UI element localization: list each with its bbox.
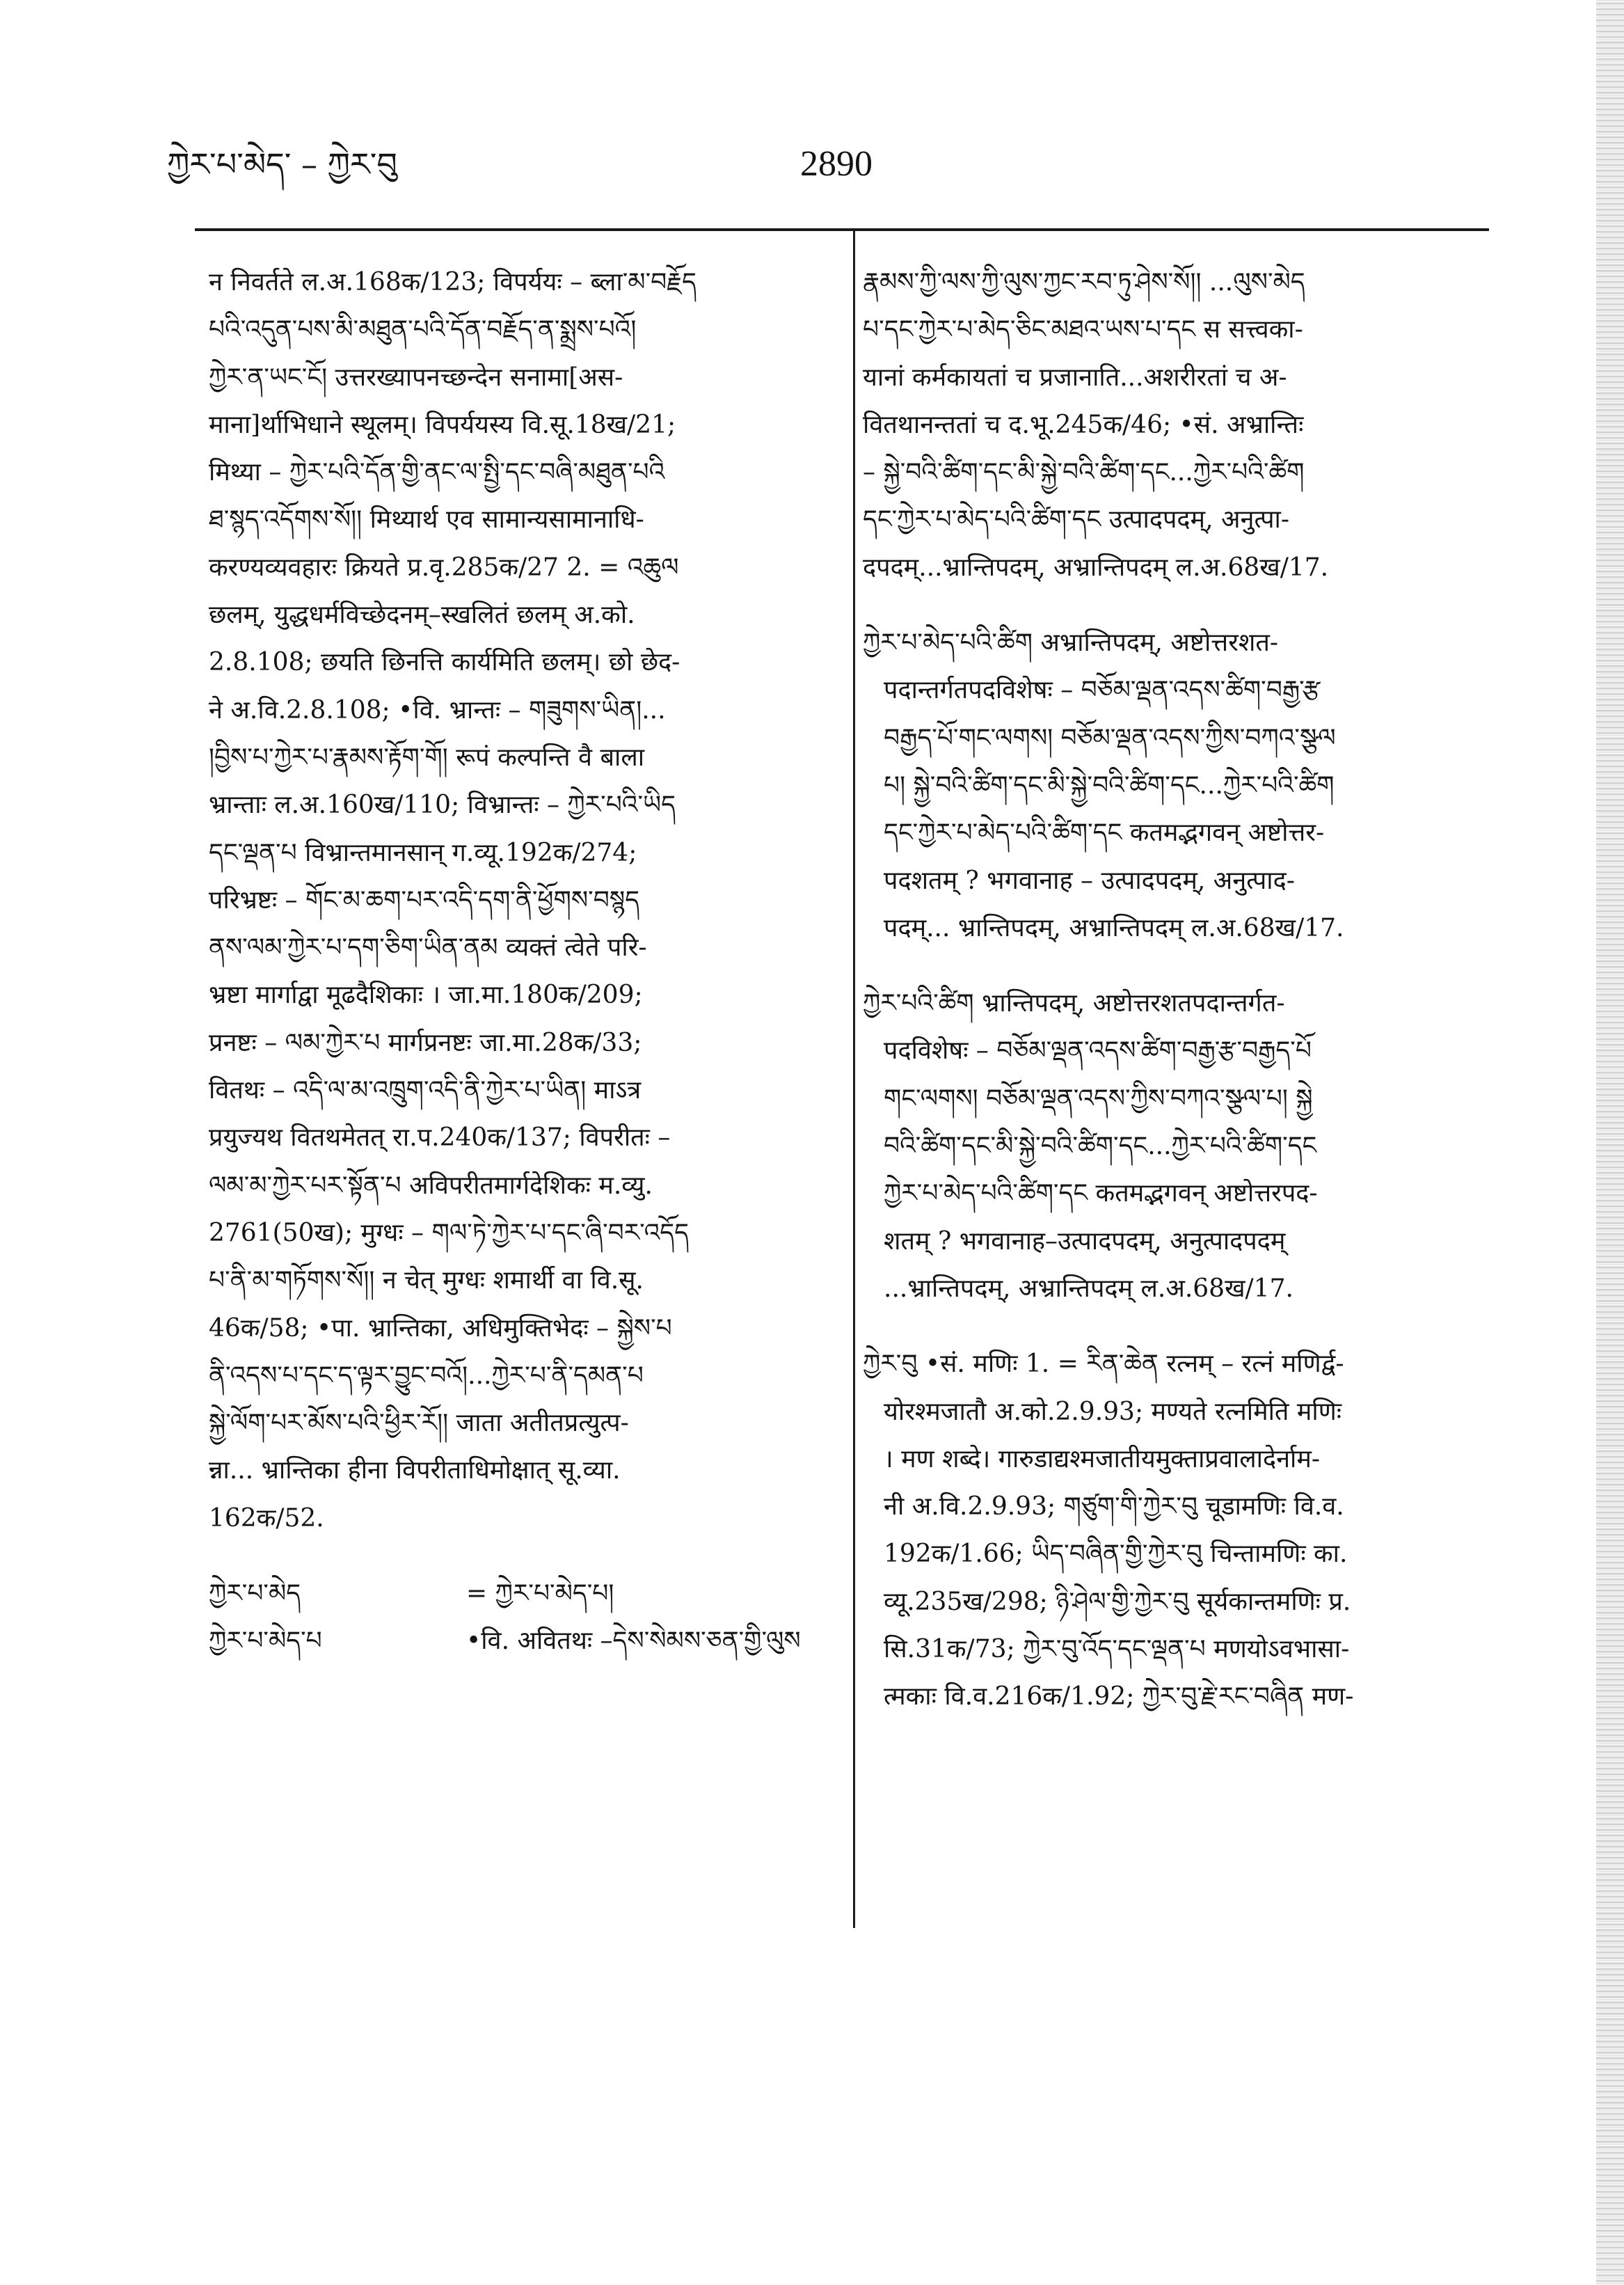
text-line: यानां कर्मकायतां च प्रजानाति...अशरीरतां च अ-: [863, 363, 1287, 392]
text-line: प्रयुज्यथ वितथमेतत् रा.प.240क/137; विपरीतः –: [209, 1123, 671, 1153]
text-line: ཐ་སྙད་འདོགས་སོ།། मिथ्यार्थ एव सामान्यसामानाधि-: [209, 505, 644, 535]
headword-definition: = ཀྱེར་པ་མེད་པ།: [466, 1579, 614, 1608]
entry-gap: [209, 1542, 835, 1570]
text-line: पदविशेषः – བཅོམ་ལྡན་འདས་ཚིག་བརྒྱ་རྩ་བརྒྱད་པོ: [884, 1036, 1312, 1066]
text-line: माना]र्थाभिधाने स्थूलम्। विपर्ययस्य वि.सू.18ख/21;: [209, 410, 676, 439]
text-line: पदान्तर्गतपदविशेषः – བཅོམ་ལྡན་འདས་ཚིག་བརྒྱ་རྩ: [884, 676, 1321, 705]
text-line: प्रनष्टः – ལམ་ཀྱེར་པ मार्गप्रनष्टः जा.मा.28क/33;: [209, 1028, 642, 1057]
text-line: །བྱིས་པ་ཀྱེར་པ་རྣམས་རྟོག་གོ། रूपं कल्पन्ति वै बाला: [209, 743, 645, 772]
text-line: 162क/52.: [209, 1503, 324, 1533]
headword-row: [209, 1618, 835, 1665]
header-rule: [195, 228, 1489, 231]
headword: ཀྱེར་པ་མེད: [209, 1579, 301, 1608]
text-line: त्मकाः वि.व.216क/1.92; ཀྱེར་བུ་རྗེ་རང་བཞིན मण-: [884, 1682, 1354, 1711]
text-line: न निवर्तते ल.अ.168क/123; विपर्ययः – ब्ला་མ་བརྗོད: [209, 268, 697, 297]
text-line: मिथ्या – ཀྱེར་པའི་དོན་གྱི་ནང་ལ་སྤྱི་དང་བཞི་མཐུན་པའི: [209, 458, 665, 487]
text-line: པ། སྐྱེ་བའི་ཚིག་དང་མི་སྐྱེ་བའི་ཚིག་དང...ཀྱེར་པའི་ཚིག: [884, 770, 1335, 800]
text-line: करण्यव्यवहारः क्रियते प्र.वृ.285क/27 2. = འཆུལ: [209, 553, 679, 582]
text-line: पदम्... भ्रान्तिपदम्, अभ्रान्तिपदम् ल.अ.68ख/17.: [884, 913, 1344, 942]
text-line: ...भ्रान्तिपदम्, अभ्रान्तिपदम् ल.अ.68ख/17.: [884, 1274, 1293, 1303]
text-line: भ्रान्ताः ल.अ.160ख/110; विभ्रान्तः – ཀྱེར་པའི་ཡིད: [209, 791, 676, 820]
entry-gap: [863, 952, 1489, 980]
text-line: སྐྱེ་ལོག་པར་མོས་པའི་ཕྱིར་རོ།། जाता अतीतप्रत्युत्प-: [209, 1409, 629, 1438]
text-line: པ་ནི་མ་གཏོགས་སོ།། न चेत् मुग्धः शमार्थी वा वि.सू.: [209, 1266, 644, 1295]
text-line: – སྐྱེ་བའི་ཚིག་དང་མི་སྐྱེ་བའི་ཚིག་དང...ཀྱེར་པའི་ཚིག: [863, 458, 1305, 487]
text-line: दपदम्...भ्रान्तिपदम्, अभ्रान्तिपदम् ल.अ.68ख/17.: [863, 553, 1329, 582]
right-column: [863, 259, 1489, 1721]
text-line: नी अ.वि.2.9.93; གཙུག་གི་ཀྱེར་བུ चूडामणिः वि.व.: [884, 1492, 1344, 1521]
text-line: དང་ཀྱེར་པ་མེད་པའི་ཚིག་དང कतमद्भगवन् अष्टोत्तर-: [884, 819, 1325, 848]
text-line: དང་ཀྱེར་པ་མེད་པའི་ཚིག་དང उत्पादपदम्, अनुत्पा-: [863, 505, 1290, 535]
entry-headword-line: ཀྱེར་བུ •सं. मणिः 1. = རིན་ཆེན रत्नम् – रत्नं मणिर्द्व-: [863, 1350, 1344, 1379]
text-line: ཀྱེར་པ་མེད་པའི་ཚིག་དང कतमद्भगवन् अष्टोत्तरपद-: [884, 1179, 1318, 1208]
text-line: ने अ.वि.2.8.108; •वि. भ्रान्तः – གཟུགས་ཡིན།...: [209, 695, 666, 725]
text-line: । मण शब्दे। गारुडाद्यश्मजातीयमुक्ताप्रवालादेर्नाम-: [884, 1444, 1321, 1473]
text-line: ནི་འདས་པ་དང་ད་ལྟར་བྱུང་བའོ།...ཀྱེར་པ་ནི་དམན་པ: [209, 1361, 644, 1390]
page-edge-shadow: [1596, 0, 1624, 2285]
text-line: པའི་འདུན་པས་མི་མཐུན་པའི་དོན་བརྗོད་ན་སྨྲས་པའོ།: [209, 315, 637, 345]
text-line: सि.31क/73; ཀྱེར་བུ་འོད་དང་ལྡན་པ मणयोऽवभासा-: [884, 1635, 1350, 1664]
text-line: व्यू.235ख/298; ཉི་ཤེལ་གྱི་ཀྱེར་བུ सूर्यकान्तमणिः प्र.: [884, 1587, 1351, 1616]
entry-headword-line: ཀྱེར་པ་མེད་པའི་ཚིག अभ्रान्तिपदम्, अष्टोत्तरशत-: [863, 628, 1279, 658]
page-header: [167, 136, 1489, 192]
text-line: བའི་ཚིག་དང་མི་སྐྱེ་བའི་ཚིག་དང...ཀྱེར་པའི་ཚིག་དང: [884, 1132, 1317, 1161]
text-line: རྣམས་ཀྱི་ལས་ཀྱི་ལུས་ཀྱང་རབ་ཏུ་ཤེས་སོ།། ...ལུས་མེད: [863, 268, 1305, 297]
text-line: भ्रष्टा मार्गाद्वा मूढदैशिकाः । जा.मा.180क/209;: [209, 981, 643, 1010]
text-line: 46क/58; •पा. भ्रान्तिका, अधिमुक्तिभेदः – སྐྱེས་པ: [209, 1313, 672, 1343]
headword: ཀྱེར་པ་མེད་པ: [209, 1627, 322, 1656]
entry-headword-line: ཀྱེར་པའི་ཚིག भ्रान्तिपदम्, अष्टोत्तरशतपदान्तर्गत-: [863, 989, 1285, 1018]
text-line: योरश्मजातौ अ.को.2.9.93; मण्यते रत्नमिति मणिः: [884, 1397, 1342, 1426]
text-line: 2761(50ख); मुग्धः – གལ་ཏེ་ཀྱེར་པ་དང་ཞི་བར་འདོད: [209, 1218, 689, 1247]
entry-gap: [863, 1313, 1489, 1341]
left-column: [209, 259, 835, 1666]
headword-row: [209, 1570, 835, 1618]
text-line: छलम्, युद्धधर्मविच्छेदनम्–स्खलितं छलम् अ.को.: [209, 601, 635, 630]
text-line: བརྒྱད་པོ་གང་ལགས། བཅོམ་ལྡན་འདས་ཀྱིས་བཀའ་སྩལ: [884, 723, 1336, 752]
text-line: वितथः – འདི་ལ་མ་འཁྲུག་འདི་ནི་ཀྱེར་པ་ཡིན། माऽत्र: [209, 1076, 642, 1105]
text-line: 192क/1.66; ཡིད་བཞིན་གྱི་ཀྱེར་བུ चिन्तामणिः का.: [884, 1540, 1348, 1569]
text-line: ནས་ལམ་ཀྱེར་པ་དག་ཅིག་ཡིན་ནམ व्यक्तं त्वेते परि-: [209, 933, 647, 963]
text-line: ལམ་མ་ཀྱེར་པར་སྟོན་པ अविपरीतमार्गदेशिकः म.व्यु.: [209, 1171, 653, 1200]
text-line: वितथानन्ततां च द.भू.245क/46; •सं. अभ्रान्तिः: [863, 410, 1304, 439]
column-divider: [853, 230, 855, 1928]
text-line: पदशतम् ? भगवानाह – उत्पादपदम्, अनुत्पाद-: [884, 866, 1295, 895]
text-line: न्ना... भ्रान्तिका हीना विपरीताधिमोक्षात् सू.व्या.: [209, 1456, 621, 1485]
text-line: དང་ལྡན་པ विभ्रान्तमानसान् ग.व्यू.192क/274;: [209, 838, 637, 867]
text-line: པ་དང་ཀྱེར་པ་མེད་ཅིང་མཐའ་ཡས་པ་དང स सत्त्वका-: [863, 315, 1303, 345]
entry-gap: [863, 592, 1489, 619]
page-number: 2890: [800, 144, 873, 184]
header-headwords: ཀྱེར་པ་མེད་ – ཀྱེར་བུ: [167, 145, 397, 183]
text-line: གང་ལགས། བཅོམ་ལྡན་འདས་ཀྱིས་བཀའ་སྩལ་པ། སྐྱེ: [884, 1084, 1313, 1113]
text-line: 2.8.108; छयति छिनत्ति कार्यमिति छलम्। छो छेद-: [209, 648, 680, 677]
text-line: ཀྱེར་ན་ཡང་ངོ། उत्तरख्यापनच्छन्देन सनामा[अस-: [209, 363, 623, 392]
headword-definition: •वि. अवितथः –དེས་སེམས་ཅན་གྱི་ལུས: [466, 1627, 801, 1656]
text-line: परिभ्रष्टः – གོང་མ་ཆག་པར་འདི་དག་ནི་ཕྱོགས་བསྙད: [209, 885, 640, 915]
text-line: शतम् ? भगवानाह–उत्पादपदम्, अनुत्पादपदम्: [884, 1226, 1286, 1256]
